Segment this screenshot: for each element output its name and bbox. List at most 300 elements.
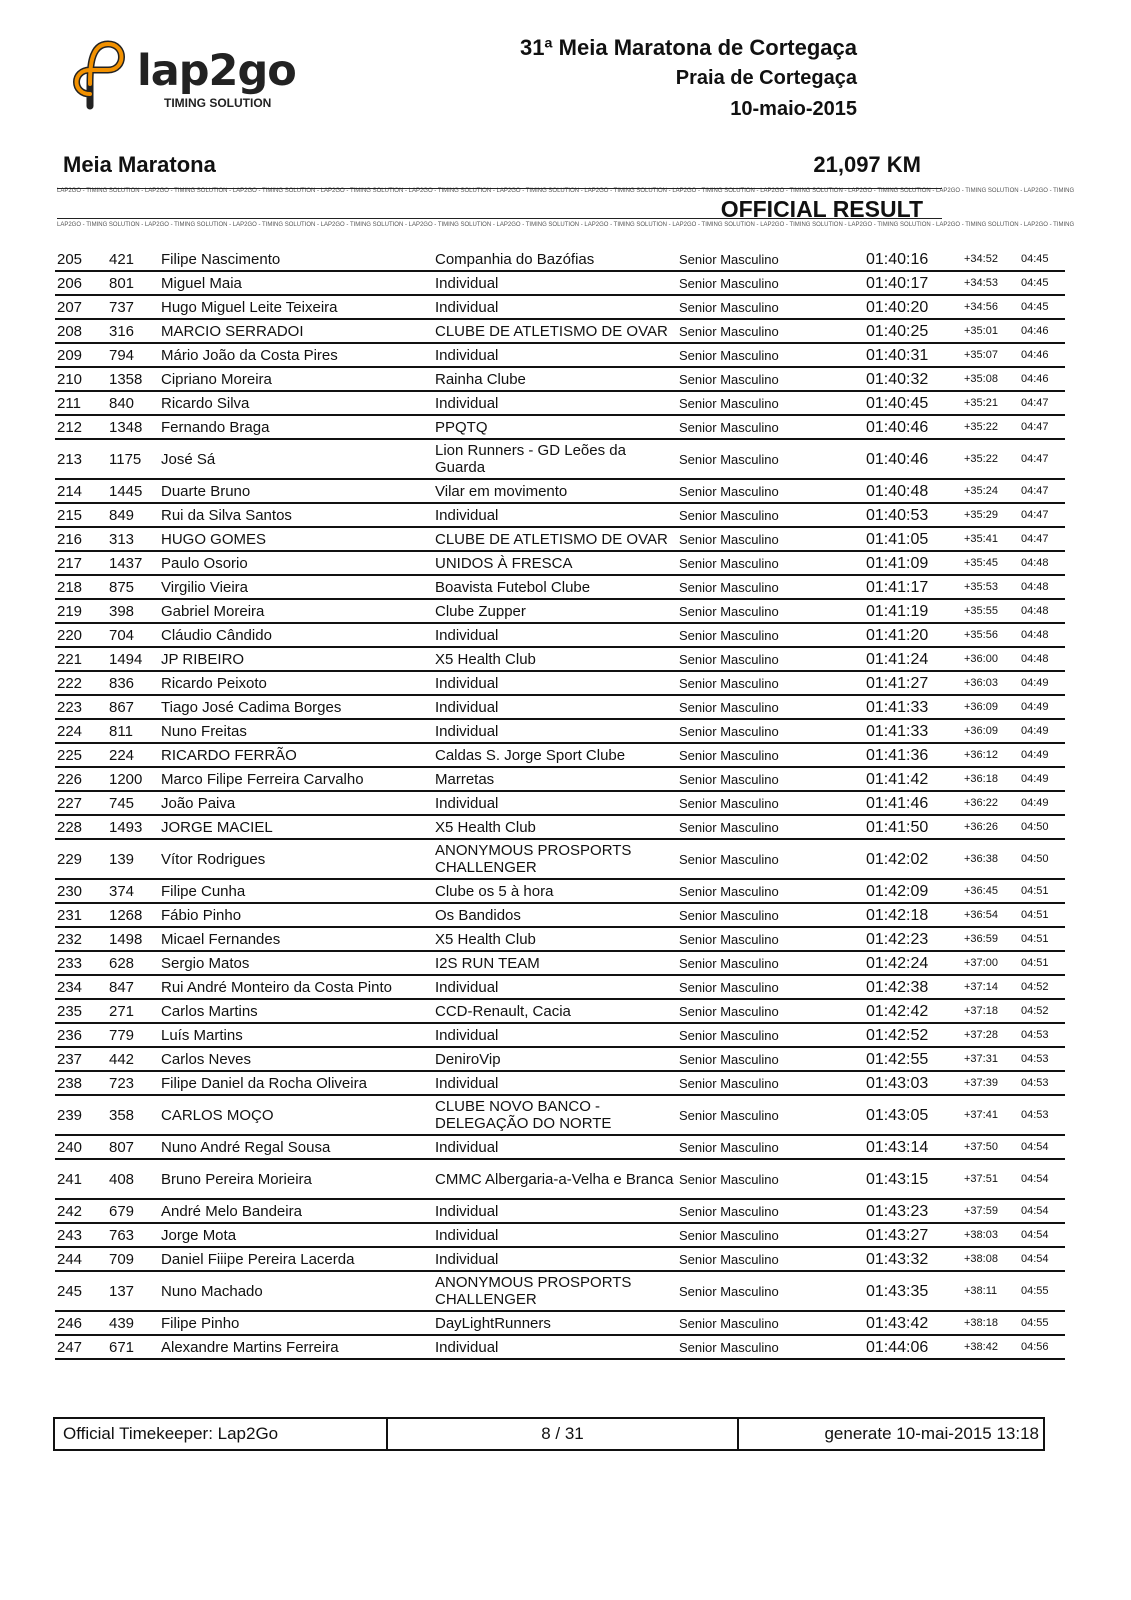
cell-pos: 234 — [55, 975, 107, 999]
cell-bib: 628 — [107, 951, 159, 975]
cell-name: Micael Fernandes — [159, 927, 433, 951]
cell-cat: Senior Masculino — [677, 903, 864, 927]
cell-gap: +36:26 — [962, 815, 1019, 839]
cell-time: 01:41:05 — [864, 527, 962, 551]
cell-club: CLUBE DE ATLETISMO DE OVAR — [433, 319, 677, 343]
cell-gap: +36:54 — [962, 903, 1019, 927]
cell-time: 01:41:36 — [864, 743, 962, 767]
table-row — [55, 1159, 1065, 1199]
cell-cat: Senior Masculino — [677, 599, 864, 623]
cell-time: 01:41:50 — [864, 815, 962, 839]
cell-pace: 04:47 — [1019, 527, 1065, 551]
cell-club: Individual — [433, 503, 677, 527]
cell-cat: Senior Masculino — [677, 271, 864, 295]
cell-pos: 206 — [55, 271, 107, 295]
cell-time: 01:41:19 — [864, 599, 962, 623]
cell-gap: +35:01 — [962, 319, 1019, 343]
cell-pos: 220 — [55, 623, 107, 647]
cell-bib: 737 — [107, 295, 159, 319]
table-row — [55, 951, 1065, 975]
cell-time: 01:44:06 — [864, 1335, 962, 1359]
cell-name: Fernando Braga — [159, 415, 433, 439]
cell-gap: +36:00 — [962, 647, 1019, 671]
table-row — [55, 1271, 1065, 1311]
cell-pace: 04:50 — [1019, 815, 1065, 839]
page-footer — [53, 1417, 1045, 1451]
cell-club: Individual — [433, 391, 677, 415]
cell-club: Individual — [433, 1247, 677, 1271]
cell-pos: 238 — [55, 1071, 107, 1095]
cell-pace: 04:54 — [1019, 1247, 1065, 1271]
cell-time: 01:42:23 — [864, 927, 962, 951]
cell-time: 01:41:42 — [864, 767, 962, 791]
cell-name: RICARDO FERRÃO — [159, 743, 433, 767]
cell-pos: 221 — [55, 647, 107, 671]
cell-pace: 04:46 — [1019, 343, 1065, 367]
cell-bib: 847 — [107, 975, 159, 999]
cell-gap: +38:42 — [962, 1335, 1019, 1359]
cell-bib: 1268 — [107, 903, 159, 927]
cell-club: Individual — [433, 623, 677, 647]
cell-cat: Senior Masculino — [677, 1271, 864, 1311]
cell-name: Duarte Bruno — [159, 479, 433, 503]
cell-time: 01:41:27 — [864, 671, 962, 695]
cell-time: 01:40:45 — [864, 391, 962, 415]
cell-name: Nuno Machado — [159, 1271, 433, 1311]
cell-cat: Senior Masculino — [677, 1199, 864, 1223]
table-row — [55, 527, 1065, 551]
cell-gap: +38:18 — [962, 1311, 1019, 1335]
cell-pace: 04:48 — [1019, 551, 1065, 575]
cell-club: X5 Health Club — [433, 927, 677, 951]
watermark-band-bottom: LAP2GO - TIMING SOLUTION - LAP2GO - TIMING SOLUTION - LAP2GO - TIMING SOLUTION - LAP2GO - TIMING SOLUTION - LAP2GO - TIMING SOLUTION - LAP2GO - TIMING SOLUTION - LAP2GO - TIMING SOLUTION - LAP2GO - TIMING SOLUTION - LAP2GO - TIMING SOLUTION - LAP2GO - TIMING SOLUTION - LAP2GO - TIMING SOLUTION - LAP2GO - TIMING — [57, 222, 1075, 228]
cell-club: DayLightRunners — [433, 1311, 677, 1335]
cell-time: 01:40:32 — [864, 367, 962, 391]
cell-bib: 1348 — [107, 415, 159, 439]
cell-time: 01:43:42 — [864, 1311, 962, 1335]
cell-time: 01:40:20 — [864, 295, 962, 319]
cell-cat: Senior Masculino — [677, 1023, 864, 1047]
cell-club: Caldas S. Jorge Sport Clube — [433, 743, 677, 767]
cell-cat: Senior Masculino — [677, 743, 864, 767]
cell-cat: Senior Masculino — [677, 319, 864, 343]
cell-pos: 233 — [55, 951, 107, 975]
cell-time: 01:40:31 — [864, 343, 962, 367]
cell-club: ANONYMOUS PROSPORTS CHALLENGER — [433, 839, 677, 879]
logo-wordmark: lap2go — [137, 46, 296, 96]
cell-name: Sergio Matos — [159, 951, 433, 975]
cell-bib: 745 — [107, 791, 159, 815]
cell-bib: 421 — [107, 248, 159, 271]
cell-time: 01:42:09 — [864, 879, 962, 903]
cell-bib: 723 — [107, 1071, 159, 1095]
cell-gap: +36:03 — [962, 671, 1019, 695]
event-location: Praia de Cortegaça — [675, 67, 857, 89]
cell-cat: Senior Masculino — [677, 575, 864, 599]
watermark-band-top: LAP2GO - TIMING SOLUTION - LAP2GO - TIMING SOLUTION - LAP2GO - TIMING SOLUTION - LAP2GO - TIMING SOLUTION - LAP2GO - TIMING SOLUTION - LAP2GO - TIMING SOLUTION - LAP2GO - TIMING SOLUTION - LAP2GO - TIMING SOLUTION - LAP2GO - TIMING SOLUTION - LAP2GO - TIMING SOLUTION - LAP2GO - TIMING SOLUTION - LAP2GO - TIMING — [57, 188, 1075, 194]
cell-name: Filipe Daniel da Rocha Oliveira — [159, 1071, 433, 1095]
cell-pos: 241 — [55, 1159, 107, 1199]
cell-club: Individual — [433, 1071, 677, 1095]
table-row — [55, 815, 1065, 839]
table-row — [55, 343, 1065, 367]
cell-bib: 374 — [107, 879, 159, 903]
cell-pace: 04:54 — [1019, 1135, 1065, 1159]
cell-pace: 04:51 — [1019, 951, 1065, 975]
cell-time: 01:40:17 — [864, 271, 962, 295]
cell-pace: 04:49 — [1019, 743, 1065, 767]
table-row — [55, 1311, 1065, 1335]
cell-pos: 205 — [55, 248, 107, 271]
cell-pos: 245 — [55, 1271, 107, 1311]
cell-club: Individual — [433, 671, 677, 695]
cell-pace: 04:48 — [1019, 575, 1065, 599]
cell-bib: 1445 — [107, 479, 159, 503]
cell-time: 01:43:35 — [864, 1271, 962, 1311]
cell-pos: 225 — [55, 743, 107, 767]
cell-name: Gabriel Moreira — [159, 599, 433, 623]
cell-bib: 849 — [107, 503, 159, 527]
cell-club: Individual — [433, 271, 677, 295]
cell-time: 01:42:52 — [864, 1023, 962, 1047]
cell-gap: +37:41 — [962, 1095, 1019, 1135]
cell-gap: +37:59 — [962, 1199, 1019, 1223]
cell-bib: 1494 — [107, 647, 159, 671]
cell-cat: Senior Masculino — [677, 503, 864, 527]
table-row — [55, 743, 1065, 767]
cell-pace: 04:47 — [1019, 439, 1065, 479]
cell-cat: Senior Masculino — [677, 1311, 864, 1335]
cell-name: Marco Filipe Ferreira Carvalho — [159, 767, 433, 791]
cell-cat: Senior Masculino — [677, 1159, 864, 1199]
cell-name: Nuno Freitas — [159, 719, 433, 743]
cell-cat: Senior Masculino — [677, 527, 864, 551]
cell-pace: 04:54 — [1019, 1199, 1065, 1223]
cell-pos: 226 — [55, 767, 107, 791]
table-row — [55, 319, 1065, 343]
cell-gap: +35:24 — [962, 479, 1019, 503]
cell-club: Os Bandidos — [433, 903, 677, 927]
cell-pos: 214 — [55, 479, 107, 503]
cell-gap: +37:31 — [962, 1047, 1019, 1071]
cell-pace: 04:47 — [1019, 391, 1065, 415]
cell-time: 01:40:46 — [864, 415, 962, 439]
cell-pace: 04:51 — [1019, 879, 1065, 903]
cell-name: Virgilio Vieira — [159, 575, 433, 599]
cell-gap: +38:03 — [962, 1223, 1019, 1247]
cell-club: Clube os 5 à hora — [433, 879, 677, 903]
cell-name: JP RIBEIRO — [159, 647, 433, 671]
cell-gap: +35:08 — [962, 367, 1019, 391]
cell-bib: 139 — [107, 839, 159, 879]
cell-bib: 875 — [107, 575, 159, 599]
cell-pace: 04:54 — [1019, 1223, 1065, 1247]
cell-pace: 04:53 — [1019, 1047, 1065, 1071]
results-table — [55, 248, 1065, 1360]
cell-bib: 779 — [107, 1023, 159, 1047]
cell-club: Individual — [433, 1023, 677, 1047]
cell-time: 01:43:32 — [864, 1247, 962, 1271]
cell-club: I2S RUN TEAM — [433, 951, 677, 975]
cell-pos: 207 — [55, 295, 107, 319]
cell-pace: 04:55 — [1019, 1311, 1065, 1335]
cell-bib: 671 — [107, 1335, 159, 1359]
cell-time: 01:43:27 — [864, 1223, 962, 1247]
cell-time: 01:42:02 — [864, 839, 962, 879]
cell-name: Paulo Osorio — [159, 551, 433, 575]
cell-cat: Senior Masculino — [677, 415, 864, 439]
cell-time: 01:43:14 — [864, 1135, 962, 1159]
cell-cat: Senior Masculino — [677, 1335, 864, 1359]
cell-name: João Paiva — [159, 791, 433, 815]
cell-club: Individual — [433, 791, 677, 815]
table-row — [55, 903, 1065, 927]
cell-pos: 218 — [55, 575, 107, 599]
cell-bib: 398 — [107, 599, 159, 623]
official-result-label: OFFICIAL RESULT — [720, 196, 923, 222]
cell-time: 01:43:15 — [864, 1159, 962, 1199]
cell-pos: 223 — [55, 695, 107, 719]
cell-club: Companhia do Bazófias — [433, 248, 677, 271]
table-row — [55, 575, 1065, 599]
cell-gap: +36:22 — [962, 791, 1019, 815]
cell-time: 01:41:20 — [864, 623, 962, 647]
race-distance: 21,097 KM — [813, 152, 921, 177]
cell-bib: 709 — [107, 1247, 159, 1271]
cell-name: Cláudio Cândido — [159, 623, 433, 647]
cell-name: Filipe Cunha — [159, 879, 433, 903]
cell-pace: 04:49 — [1019, 767, 1065, 791]
cell-cat: Senior Masculino — [677, 551, 864, 575]
cell-pace: 04:45 — [1019, 271, 1065, 295]
table-row — [55, 271, 1065, 295]
cell-pos: 219 — [55, 599, 107, 623]
cell-pace: 04:45 — [1019, 248, 1065, 271]
cell-pace: 04:47 — [1019, 415, 1065, 439]
cell-bib: 358 — [107, 1095, 159, 1135]
cell-bib: 836 — [107, 671, 159, 695]
cell-club: CLUBE DE ATLETISMO DE OVAR — [433, 527, 677, 551]
cell-cat: Senior Masculino — [677, 671, 864, 695]
cell-bib: 763 — [107, 1223, 159, 1247]
cell-bib: 801 — [107, 271, 159, 295]
divider — [57, 188, 942, 189]
cell-cat: Senior Masculino — [677, 647, 864, 671]
cell-gap: +35:45 — [962, 551, 1019, 575]
cell-cat: Senior Masculino — [677, 695, 864, 719]
cell-club: Lion Runners - GD Leões da Guarda — [433, 439, 677, 479]
cell-pos: 230 — [55, 879, 107, 903]
cell-pos: 247 — [55, 1335, 107, 1359]
cell-gap: +35:22 — [962, 439, 1019, 479]
cell-time: 01:41:33 — [864, 695, 962, 719]
cell-gap: +35:56 — [962, 623, 1019, 647]
cell-pos: 227 — [55, 791, 107, 815]
cell-name: Jorge Mota — [159, 1223, 433, 1247]
cell-club: Clube Zupper — [433, 599, 677, 623]
cell-pos: 236 — [55, 1023, 107, 1047]
cell-pos: 231 — [55, 903, 107, 927]
cell-cat: Senior Masculino — [677, 815, 864, 839]
cell-bib: 224 — [107, 743, 159, 767]
cell-pos: 242 — [55, 1199, 107, 1223]
cell-club: Individual — [433, 719, 677, 743]
cell-name: Mário João da Costa Pires — [159, 343, 433, 367]
cell-pace: 04:53 — [1019, 1095, 1065, 1135]
cell-club: Individual — [433, 975, 677, 999]
cell-club: CLUBE NOVO BANCO - DELEGAÇÃO DO NORTE — [433, 1095, 677, 1135]
cell-gap: +38:11 — [962, 1271, 1019, 1311]
cell-name: Filipe Nascimento — [159, 248, 433, 271]
cell-pace: 04:48 — [1019, 647, 1065, 671]
cell-bib: 313 — [107, 527, 159, 551]
table-row — [55, 695, 1065, 719]
cell-time: 01:41:46 — [864, 791, 962, 815]
cell-pace: 04:53 — [1019, 1023, 1065, 1047]
cell-pos: 237 — [55, 1047, 107, 1071]
cell-name: Ricardo Peixoto — [159, 671, 433, 695]
cell-gap: +34:52 — [962, 248, 1019, 271]
cell-pos: 243 — [55, 1223, 107, 1247]
cell-cat: Senior Masculino — [677, 343, 864, 367]
footer-page-number: 8 / 31 — [388, 1419, 739, 1449]
cell-gap: +36:38 — [962, 839, 1019, 879]
cell-bib: 1437 — [107, 551, 159, 575]
cell-club: Boavista Futebol Clube — [433, 575, 677, 599]
cell-cat: Senior Masculino — [677, 767, 864, 791]
table-row — [55, 839, 1065, 879]
cell-bib: 442 — [107, 1047, 159, 1071]
lap2go-logo-icon — [68, 36, 138, 108]
cell-pace: 04:47 — [1019, 503, 1065, 527]
cell-pace: 04:45 — [1019, 295, 1065, 319]
table-row — [55, 623, 1065, 647]
cell-time: 01:42:55 — [864, 1047, 962, 1071]
cell-time: 01:43:03 — [864, 1071, 962, 1095]
cell-name: Hugo Miguel Leite Teixeira — [159, 295, 433, 319]
cell-club: Individual — [433, 1223, 677, 1247]
cell-pace: 04:48 — [1019, 599, 1065, 623]
cell-bib: 840 — [107, 391, 159, 415]
cell-pace: 04:46 — [1019, 319, 1065, 343]
cell-pos: 244 — [55, 1247, 107, 1271]
lap2go-logo — [68, 36, 298, 116]
cell-bib: 1358 — [107, 367, 159, 391]
cell-gap: +37:18 — [962, 999, 1019, 1023]
table-row — [55, 927, 1065, 951]
table-row — [55, 599, 1065, 623]
logo-tagline: TIMING SOLUTION — [164, 96, 272, 110]
cell-pos: 217 — [55, 551, 107, 575]
table-row — [55, 479, 1065, 503]
cell-cat: Senior Masculino — [677, 927, 864, 951]
cell-cat: Senior Masculino — [677, 1223, 864, 1247]
cell-time: 01:42:24 — [864, 951, 962, 975]
cell-pace: 04:51 — [1019, 903, 1065, 927]
cell-name: JORGE MACIEL — [159, 815, 433, 839]
cell-bib: 679 — [107, 1199, 159, 1223]
cell-gap: +35:55 — [962, 599, 1019, 623]
cell-name: Luís Martins — [159, 1023, 433, 1047]
cell-gap: +37:39 — [962, 1071, 1019, 1095]
cell-pace: 04:50 — [1019, 839, 1065, 879]
cell-name: Cipriano Moreira — [159, 367, 433, 391]
cell-bib: 271 — [107, 999, 159, 1023]
cell-time: 01:42:42 — [864, 999, 962, 1023]
cell-gap: +35:07 — [962, 343, 1019, 367]
cell-name: Miguel Maia — [159, 271, 433, 295]
event-date: 10-maio-2015 — [730, 98, 857, 120]
cell-pace: 04:49 — [1019, 719, 1065, 743]
cell-name: MARCIO SERRADOI — [159, 319, 433, 343]
cell-gap: +37:50 — [962, 1135, 1019, 1159]
cell-cat: Senior Masculino — [677, 839, 864, 879]
table-row — [55, 1095, 1065, 1135]
cell-pos: 213 — [55, 439, 107, 479]
cell-bib: 794 — [107, 343, 159, 367]
cell-pace: 04:54 — [1019, 1159, 1065, 1199]
cell-gap: +36:09 — [962, 695, 1019, 719]
cell-name: Vítor Rodrigues — [159, 839, 433, 879]
cell-bib: 137 — [107, 1271, 159, 1311]
table-row — [55, 415, 1065, 439]
cell-pace: 04:46 — [1019, 367, 1065, 391]
cell-gap: +35:21 — [962, 391, 1019, 415]
divider — [57, 218, 942, 219]
cell-pos: 208 — [55, 319, 107, 343]
cell-gap: +36:18 — [962, 767, 1019, 791]
cell-gap: +37:51 — [962, 1159, 1019, 1199]
cell-cat: Senior Masculino — [677, 1135, 864, 1159]
cell-cat: Senior Masculino — [677, 951, 864, 975]
cell-name: Fábio Pinho — [159, 903, 433, 927]
cell-name: Rui André Monteiro da Costa Pinto — [159, 975, 433, 999]
cell-pos: 235 — [55, 999, 107, 1023]
cell-gap: +38:08 — [962, 1247, 1019, 1271]
table-row — [55, 1135, 1065, 1159]
cell-club: Vilar em movimento — [433, 479, 677, 503]
table-row — [55, 999, 1065, 1023]
cell-pace: 04:49 — [1019, 671, 1065, 695]
cell-pos: 215 — [55, 503, 107, 527]
table-row — [55, 1223, 1065, 1247]
footer-generated: generate 10-mai-2015 13:18 — [824, 1424, 1039, 1443]
cell-pos: 228 — [55, 815, 107, 839]
cell-name: Carlos Martins — [159, 999, 433, 1023]
footer-timekeeper: Official Timekeeper: Lap2Go — [55, 1419, 388, 1449]
cell-bib: 811 — [107, 719, 159, 743]
cell-time: 01:40:16 — [864, 248, 962, 271]
cell-cat: Senior Masculino — [677, 999, 864, 1023]
cell-pos: 240 — [55, 1135, 107, 1159]
cell-club: ANONYMOUS PROSPORTS CHALLENGER — [433, 1271, 677, 1311]
table-row — [55, 391, 1065, 415]
cell-cat: Senior Masculino — [677, 367, 864, 391]
cell-gap: +37:14 — [962, 975, 1019, 999]
cell-cat: Senior Masculino — [677, 391, 864, 415]
cell-cat: Senior Masculino — [677, 1095, 864, 1135]
cell-pos: 246 — [55, 1311, 107, 1335]
cell-bib: 1498 — [107, 927, 159, 951]
cell-club: Individual — [433, 343, 677, 367]
cell-time: 01:41:24 — [864, 647, 962, 671]
cell-name: André Melo Bandeira — [159, 1199, 433, 1223]
table-row — [55, 975, 1065, 999]
cell-gap: +37:28 — [962, 1023, 1019, 1047]
cell-gap: +35:22 — [962, 415, 1019, 439]
cell-gap: +36:12 — [962, 743, 1019, 767]
table-row — [55, 879, 1065, 903]
